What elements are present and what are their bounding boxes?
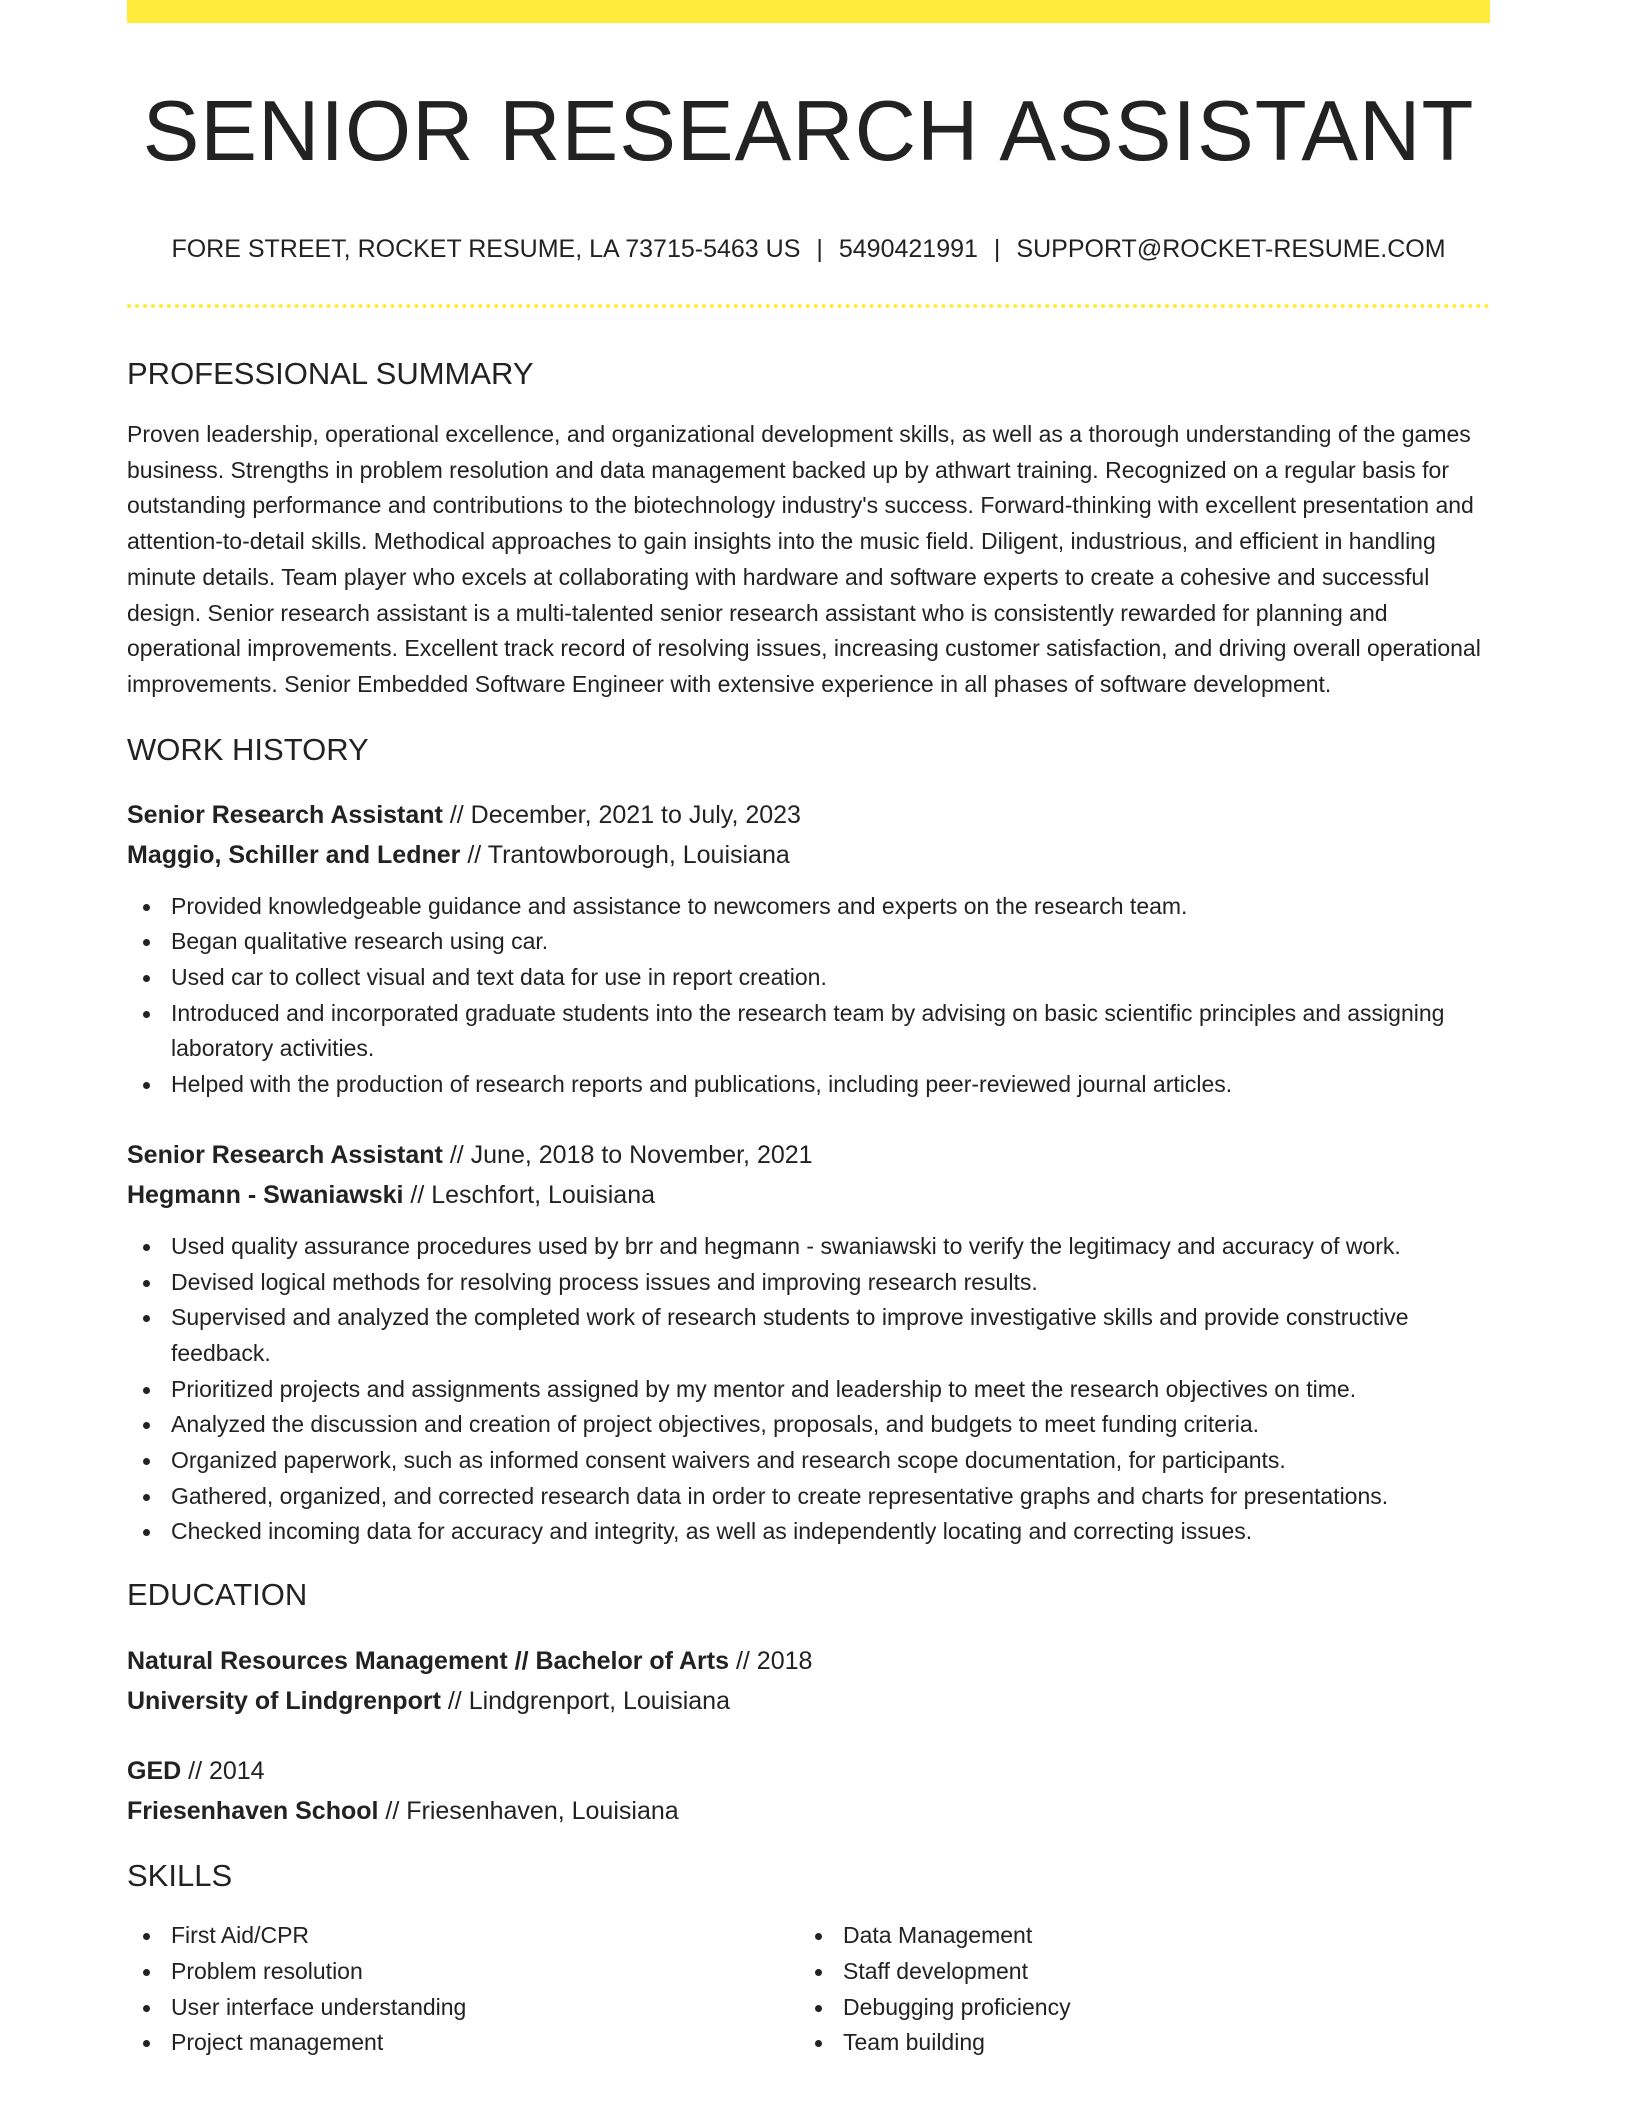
education-school-line	[127, 1791, 1490, 1831]
job-bullet: Gathered, organized, and corrected research data in order to create representative graphs and charts for presentations.	[171, 1479, 1490, 1515]
skills-grid	[127, 1918, 1490, 2061]
resume-title: SENIOR RESEARCH ASSISTANT	[142, 84, 1475, 179]
skill-item: Team building	[843, 2025, 1471, 2061]
job-bullet: Began qualitative research using car.	[171, 924, 1490, 960]
contact-email: SUPPORT@ROCKET-RESUME.COM	[1016, 235, 1446, 263]
education-school-line	[127, 1681, 1490, 1721]
skills-column-left	[127, 1918, 799, 2061]
skill-item: Debugging proficiency	[843, 1990, 1471, 2026]
dotted-divider	[127, 304, 1490, 308]
job-entry	[127, 795, 1490, 1103]
education-entry	[127, 1751, 1490, 1831]
education-year: // 2014	[181, 1757, 265, 1786]
education-degree-line	[127, 1751, 1490, 1791]
education-heading: EDUCATION	[127, 1577, 308, 1613]
job-bullet: Checked incoming data for accuracy and integrity, as well as independently locating and correcting issues.	[171, 1514, 1490, 1550]
job-bullet: Used car to collect visual and text data for use in report creation.	[171, 960, 1490, 996]
skill-item: First Aid/CPR	[171, 1918, 799, 1954]
job-bullet: Supervised and analyzed the completed work of research students to improve investigative skills and provide constructive feedback.	[171, 1300, 1490, 1371]
contact-address: FORE STREET, ROCKET RESUME, LA 73715-5463 US	[171, 235, 801, 263]
job-company-line	[127, 1175, 1490, 1215]
job-location: // Leschfort, Louisiana	[403, 1180, 656, 1209]
job-bullet: Provided knowledgeable guidance and assistance to newcomers and experts on the research team.	[171, 889, 1490, 925]
education-degree: GED	[127, 1757, 182, 1786]
job-bullets	[127, 889, 1490, 1103]
job-bullets	[127, 1229, 1490, 1550]
job-bullet: Prioritized projects and assignments assigned by my mentor and leadership to meet the research objectives on time.	[171, 1372, 1490, 1408]
job-bullet: Devised logical methods for resolving process issues and improving research results.	[171, 1265, 1490, 1301]
skills-list	[127, 1918, 799, 2061]
education-location: // Lindgrenport, Louisiana	[440, 1687, 730, 1716]
job-location: // Trantowborough, Louisiana	[460, 840, 790, 869]
skills-list	[799, 1918, 1471, 2061]
skills-heading: SKILLS	[127, 1858, 233, 1894]
resume-page	[127, 0, 1490, 2061]
summary-text: Proven leadership, operational excellence, and organizational development skills, as well as a thorough understanding of the games business. Strengths in problem resolution and data management backed up by athwart training. Recognized on a regular basis for outstanding performance and contributions to the biotechnology industry's success. Forward-thinking with excellent presentation and attention-to-detail skills. Methodical approaches to gain insights into the music field. Diligent, industrious, and efficient in handling minute details. Team player who excels at collaborating with hardware and software experts to create a cohesive and successful design. Senior research assistant is a multi-talented senior research assistant who is consistently rewarded for planning and operational improvements. Excellent track record of resolving issues, increasing customer satisfaction, and driving overall operational improvements. Senior Embedded Software Engineer with extensive experience in all phases of software development.	[127, 421, 1481, 697]
job-bullet: Introduced and incorporated graduate students into the research team by advising on basic scientific principles and assigning laboratory activities.	[171, 996, 1490, 1067]
work-history-heading: WORK HISTORY	[127, 731, 369, 767]
skill-item: Staff development	[843, 1954, 1471, 1990]
job-bullet: Used quality assurance procedures used by brr and hegmann - swaniawski to verify the legitimacy and accuracy of work.	[171, 1229, 1490, 1265]
job-company: Maggio, Schiller and Ledner	[127, 840, 461, 869]
skill-item: Data Management	[843, 1918, 1471, 1954]
skill-item: Project management	[171, 2025, 799, 2061]
job-bullet: Helped with the production of research reports and publications, including peer-reviewed journal articles.	[171, 1067, 1490, 1103]
education-school: University of Lindgrenport	[127, 1687, 441, 1716]
education-school: Friesenhaven School	[127, 1797, 379, 1826]
skill-item: User interface understanding	[171, 1990, 799, 2026]
skill-item: Problem resolution	[171, 1954, 799, 1990]
job-bullet: Analyzed the discussion and creation of project objectives, proposals, and budgets to meet funding criteria.	[171, 1407, 1490, 1443]
job-title: Senior Research Assistant	[127, 800, 443, 829]
contact-phone: 5490421991	[838, 235, 978, 263]
job-entry	[127, 1135, 1490, 1550]
education-location: // Friesenhaven, Louisiana	[378, 1797, 679, 1826]
job-company-line	[127, 835, 1490, 875]
job-title-line	[127, 795, 1490, 835]
job-dates: // December, 2021 to July, 2023	[442, 800, 801, 829]
job-dates: // June, 2018 to November, 2021	[442, 1140, 813, 1169]
job-title: Senior Research Assistant	[127, 1140, 443, 1169]
summary-heading: PROFESSIONAL SUMMARY	[127, 356, 534, 391]
education-degree-line	[127, 1641, 1490, 1681]
contact-separator: |	[993, 235, 1001, 263]
accent-bar	[127, 0, 1490, 23]
job-title-line	[127, 1135, 1490, 1175]
education-degree: Natural Resources Management // Bachelor of Arts	[127, 1647, 730, 1676]
education-entry	[127, 1641, 1490, 1721]
education-year: // 2018	[729, 1647, 813, 1676]
contact-line	[127, 234, 1490, 264]
contact-separator: |	[816, 235, 823, 263]
job-bullet: Organized paperwork, such as informed consent waivers and research scope documentation, for participants.	[171, 1443, 1490, 1479]
skills-column-right	[799, 1918, 1471, 2061]
job-company: Hegmann - Swaniawski	[127, 1180, 404, 1209]
